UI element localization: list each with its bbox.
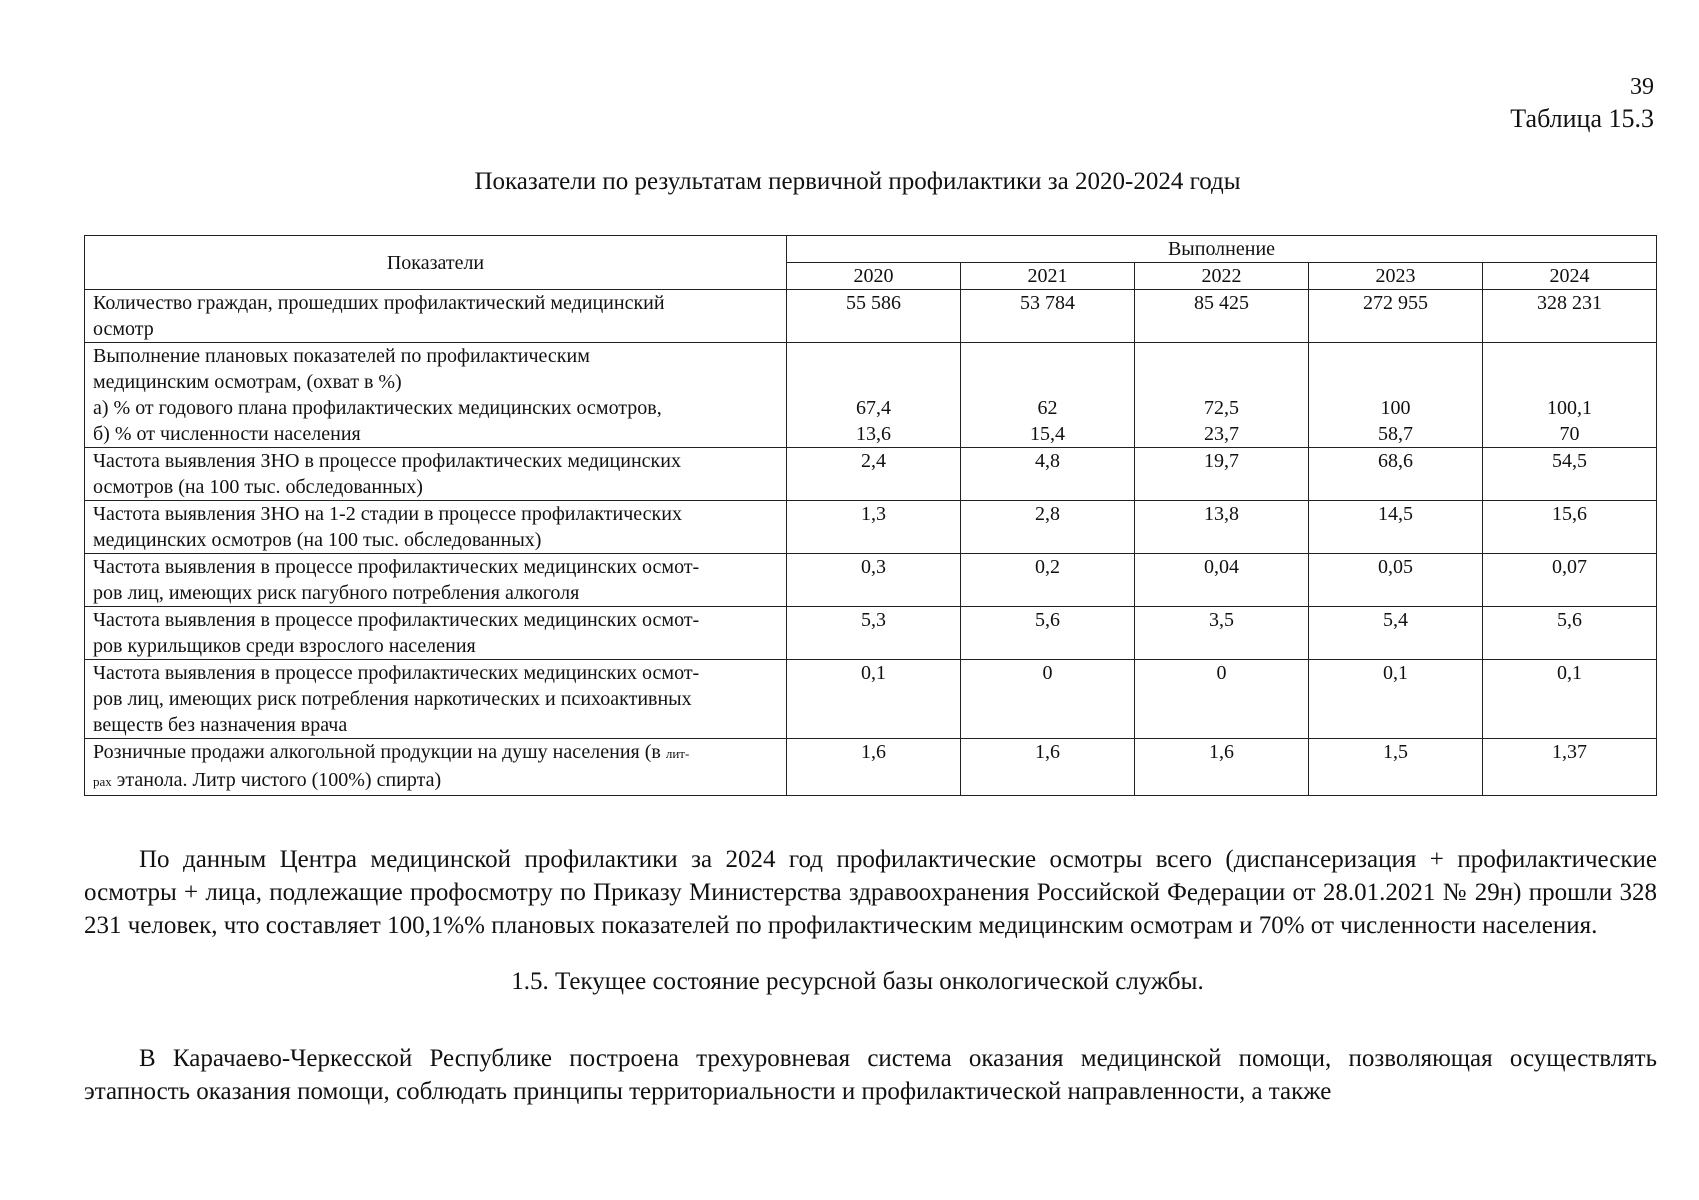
cell-value: 0 [961, 660, 1135, 739]
table-row [85, 660, 1657, 739]
cell-value: 0,2 [961, 554, 1135, 607]
table-row [85, 290, 1657, 343]
cell-value: 85 425 [1135, 290, 1309, 343]
cell-value: 14,5 [1309, 501, 1483, 554]
cell-value: 68,6 [1309, 448, 1483, 501]
table-title: Показатели по результатам первичной профилактики за 2020-2024 годы [474, 168, 1241, 195]
table-row [85, 554, 1657, 607]
table-header-row [85, 236, 1657, 263]
table-row [85, 739, 1657, 796]
row-label: Частота выявления в процессе профилактических медицинских осмот- ров курильщиков среди взрослого населения [85, 607, 787, 660]
cell-value: 1,5 [1309, 739, 1483, 796]
header-execution: Выполнение [787, 236, 1657, 263]
cell-value: 55 586 [787, 290, 961, 343]
cell-value: 15,6 [1483, 501, 1657, 554]
cell-value: 328 231 [1483, 290, 1657, 343]
header-year: 2020 [787, 263, 961, 290]
cell-value: 5,6 [961, 607, 1135, 660]
cell-value: 100 58,7 [1309, 343, 1483, 448]
section-heading: 1.5. Текущее состояние ресурсной базы онкологической службы. [511, 968, 1204, 995]
table-label: Таблица 15.3 [1510, 104, 1654, 133]
cell-value: 0,1 [787, 660, 961, 739]
cell-value: 0,1 [1483, 660, 1657, 739]
cell-value: 272 955 [1309, 290, 1483, 343]
page-number: 39 [1630, 74, 1654, 100]
cell-value: 0,05 [1309, 554, 1483, 607]
body-paragraph: В Карачаево-Черкесской Республике построена трехуровневая система оказания медицинской помощи, позволяющая осуществлять этапность оказания помощи, соблюдать принципы территориальности и профилактической направленности, а также [84, 1045, 1657, 1105]
row-label: Частота выявления в процессе профилактических медицинских осмот- ров лиц, имеющих риск потребления наркотических и психоактивных веществ без назначения врача [85, 660, 787, 739]
body-paragraph: По данным Центра медицинской профилактики за 2024 год профилактические осмотры всего (диспансеризация + профилактические осмотры + лица, подлежащие профосмотру по Приказу Министерства здравоохранения Российской Федерации от 28.01.2021 № 29н) прошли 328 231 человек, что составляет 100,1%% плановых показателей по профилактическим медицинским осмотрам и 70% от численности населения. [84, 846, 1657, 939]
cell-value: 0,3 [787, 554, 961, 607]
cell-value: 0,07 [1483, 554, 1657, 607]
cell-value: 0,1 [1309, 660, 1483, 739]
cell-value: 1,37 [1483, 739, 1657, 796]
cell-value: 1,6 [787, 739, 961, 796]
header-year: 2021 [961, 263, 1135, 290]
cell-value: 67,4 13,6 [787, 343, 961, 448]
row-label: Частота выявления в процессе профилактических медицинских осмот- ров лиц, имеющих риск пагубного потребления алкоголя [85, 554, 787, 607]
cell-value: 2,4 [787, 448, 961, 501]
cell-value: 1,6 [961, 739, 1135, 796]
row-label: Розничные продажи алкогольной продукции на душу населения (в лит- рах этанола. Литр чистого (100%) спирта) [85, 739, 787, 796]
cell-value: 1,3 [787, 501, 961, 554]
cell-value: 5,4 [1309, 607, 1483, 660]
table-row [85, 343, 1657, 448]
header-year: 2023 [1309, 263, 1483, 290]
cell-value: 72,5 23,7 [1135, 343, 1309, 448]
cell-value: 19,7 [1135, 448, 1309, 501]
cell-value: 5,3 [787, 607, 961, 660]
cell-value: 3,5 [1135, 607, 1309, 660]
cell-value: 4,8 [961, 448, 1135, 501]
table-row [85, 607, 1657, 660]
cell-value: 1,6 [1135, 739, 1309, 796]
cell-value: 13,8 [1135, 501, 1309, 554]
cell-value: 53 784 [961, 290, 1135, 343]
header-indicators: Показатели [85, 236, 787, 290]
row-label: Выполнение плановых показателей по профилактическим медицинским осмотрам, (охват в %) а) % от годового плана профилактических медицинских осмотров, б) % от численности населения [85, 343, 787, 448]
row-label: Количество граждан, прошедших профилактический медицинский осмотр [85, 290, 787, 343]
cell-value: 2,8 [961, 501, 1135, 554]
cell-value: 5,6 [1483, 607, 1657, 660]
row-label: Частота выявления ЗНО в процессе профилактических медицинских осмотров (на 100 тыс. обследованных) [85, 448, 787, 501]
cell-value: 0 [1135, 660, 1309, 739]
table-row [85, 448, 1657, 501]
header-year: 2022 [1135, 263, 1309, 290]
cell-value: 54,5 [1483, 448, 1657, 501]
table-row [85, 501, 1657, 554]
indicators-table [84, 235, 1657, 796]
cell-value: 0,04 [1135, 554, 1309, 607]
cell-value: 100,1 70 [1483, 343, 1657, 448]
header-year: 2024 [1483, 263, 1657, 290]
cell-value: 62 15,4 [961, 343, 1135, 448]
row-label: Частота выявления ЗНО на 1-2 стадии в процессе профилактических медицинских осмотров (на 100 тыс. обследованных) [85, 501, 787, 554]
